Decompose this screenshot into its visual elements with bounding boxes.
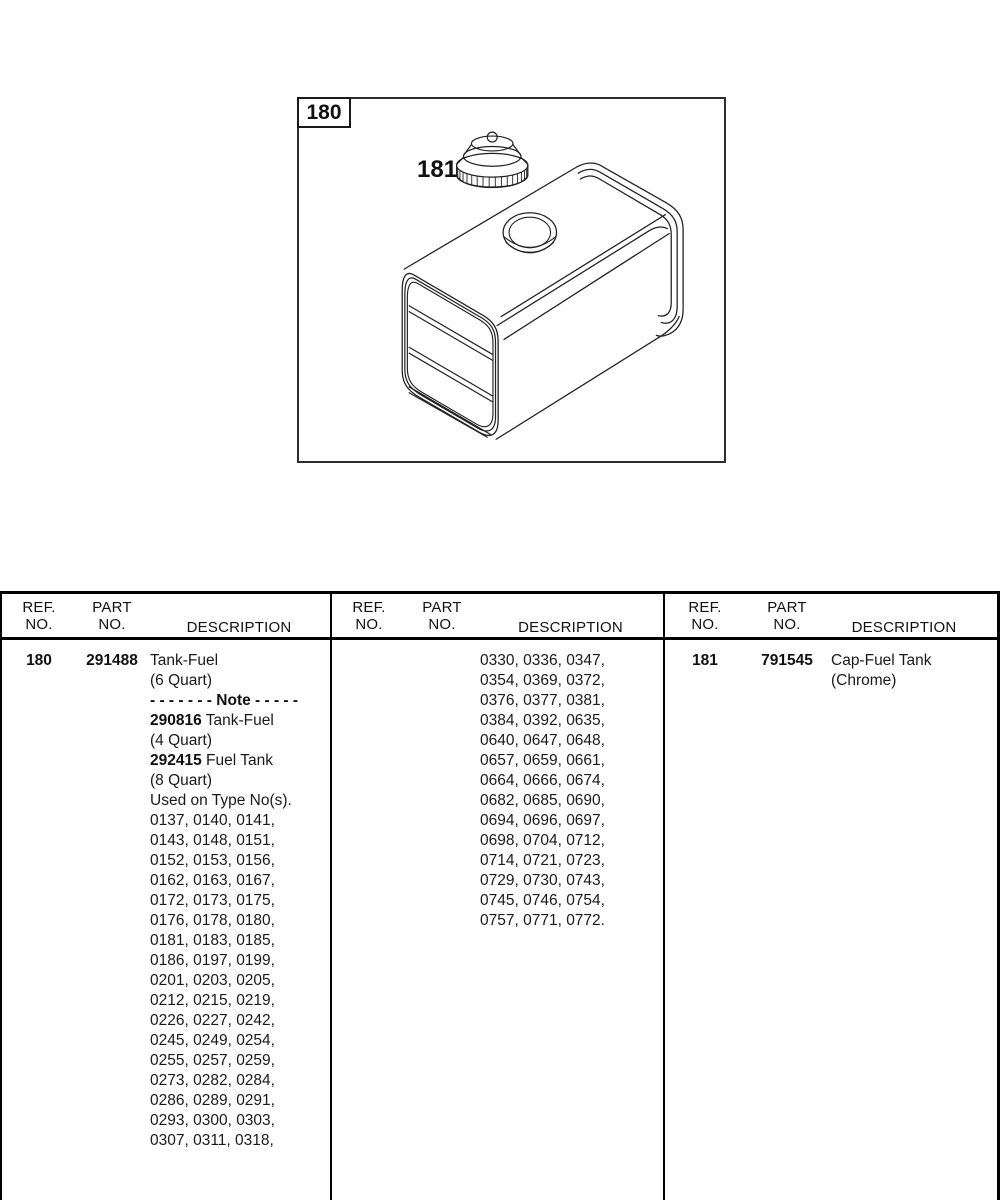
description-line: 0286, 0289, 0291,: [150, 1092, 275, 1109]
description-line: 0143, 0148, 0151,: [150, 832, 275, 849]
description-line: 0293, 0300, 0303,: [150, 1112, 275, 1129]
description-line: 0698, 0704, 0712,: [480, 832, 605, 849]
part-header-line2: NO.: [773, 616, 801, 633]
ref-no-value: 181: [692, 652, 718, 669]
description-line: 0664, 0666, 0674,: [480, 772, 605, 789]
description-cell: [148, 651, 330, 1151]
description-line: 0354, 0369, 0372,: [480, 672, 605, 689]
table-header: [332, 594, 663, 640]
description-line: 0273, 0282, 0284,: [150, 1072, 275, 1089]
description-line: 0729, 0730, 0743,: [480, 872, 605, 889]
description-line: 0201, 0203, 0205,: [150, 972, 275, 989]
description-line: 290816 Tank-Fuel: [150, 712, 274, 729]
description-line: 0181, 0183, 0185,: [150, 932, 275, 949]
ref-header-line2: NO.: [25, 616, 53, 633]
description-line: 0757, 0771, 0772.: [480, 912, 605, 929]
part-no-header: [76, 599, 148, 637]
ref-no-header: [665, 599, 745, 637]
description-line: (8 Quart): [150, 772, 213, 789]
diagram-panel: [297, 97, 726, 463]
description-line: Cap-Fuel Tank: [831, 652, 932, 669]
description-line: 0186, 0197, 0199,: [150, 952, 275, 969]
parts-column-2: [332, 594, 665, 1200]
tank-bottom-edge: [496, 317, 679, 440]
description-header: DESCRIPTION: [186, 619, 292, 636]
description-line: (Chrome): [831, 672, 897, 689]
part-no-value: 291488: [86, 652, 138, 669]
description-line: 0137, 0140, 0141,: [150, 812, 275, 829]
description-line: Used on Type No(s).: [150, 792, 292, 809]
description-line: 0307, 0311, 0318,: [150, 1132, 274, 1149]
ref-header-line1: REF.: [688, 599, 722, 616]
tank-crease-top: [501, 215, 665, 317]
table-header: [2, 594, 330, 640]
description-line: 0330, 0336, 0347,: [480, 652, 605, 669]
table-body: [2, 640, 330, 1151]
part-header-line1: PART: [422, 599, 462, 616]
tank-top-front-edge: [497, 227, 667, 326]
table-body: [332, 640, 663, 931]
part-header-line1: PART: [92, 599, 132, 616]
description-line: 0714, 0721, 0723,: [480, 852, 605, 869]
description-line: (6 Quart): [150, 672, 213, 689]
parts-column-1: [2, 594, 332, 1200]
description-line: 0745, 0746, 0754,: [480, 892, 605, 909]
description-line: 0226, 0227, 0242,: [150, 1012, 275, 1029]
description-line: 0212, 0215, 0219,: [150, 992, 275, 1009]
table-body: [665, 640, 997, 691]
description-line: 0245, 0249, 0254,: [150, 1032, 275, 1049]
description-line: 0255, 0257, 0259,: [150, 1052, 275, 1069]
ref-header-line1: REF.: [22, 599, 56, 616]
description-line: 0682, 0685, 0690,: [480, 792, 605, 809]
description-line: 0162, 0163, 0167,: [150, 872, 275, 889]
ref-header-line2: NO.: [691, 616, 719, 633]
table-header: [665, 594, 997, 640]
cap-ref-label: 181: [417, 156, 458, 183]
ref-header-line1: REF.: [352, 599, 386, 616]
ref-no-header: [332, 599, 406, 637]
description-line: 0657, 0659, 0661,: [480, 752, 605, 769]
ref-header-line2: NO.: [355, 616, 383, 633]
filler-neck: [503, 213, 556, 253]
description-line: 0152, 0153, 0156,: [150, 852, 275, 869]
ref-no-value: 180: [26, 652, 52, 669]
tank-right-end-inner-line-1: [578, 169, 677, 323]
part-no-value: 791545: [761, 652, 813, 669]
parts-column-3: [665, 594, 997, 1200]
description-header: DESCRIPTION: [518, 619, 623, 636]
part-header-line2: NO.: [98, 616, 126, 633]
description-line: - - - - - - - Note - - - - -: [150, 692, 299, 709]
description-line: 292415 Fuel Tank: [150, 752, 273, 769]
description-line: 0694, 0696, 0697,: [480, 812, 605, 829]
description-cell: [829, 651, 997, 691]
part-no-header: [406, 599, 478, 637]
description-cell: [478, 651, 663, 931]
description-line: 0376, 0377, 0381,: [480, 692, 605, 709]
fuel-tank-illustration: [299, 99, 724, 461]
tank-crease-front: [504, 234, 669, 340]
description-line: 0172, 0173, 0175,: [150, 892, 275, 909]
description-line: (4 Quart): [150, 732, 213, 749]
tank-end-face-inner: [407, 282, 493, 426]
fuel-cap-drawing: [457, 132, 528, 187]
description-line: 0640, 0647, 0648,: [480, 732, 605, 749]
part-header-line1: PART: [767, 599, 807, 616]
description-line: Tank-Fuel: [150, 652, 219, 669]
tank-straps: [409, 306, 492, 438]
parts-table: [0, 591, 1000, 1200]
description-header: DESCRIPTION: [851, 619, 957, 636]
description-line: 0384, 0392, 0635,: [480, 712, 605, 729]
description-line: 0176, 0178, 0180,: [150, 912, 275, 929]
part-header-line2: NO.: [428, 616, 456, 633]
part-no-header: [745, 599, 829, 637]
ref-no-header: [2, 599, 76, 637]
diagram-ref-label: 180: [297, 97, 351, 128]
